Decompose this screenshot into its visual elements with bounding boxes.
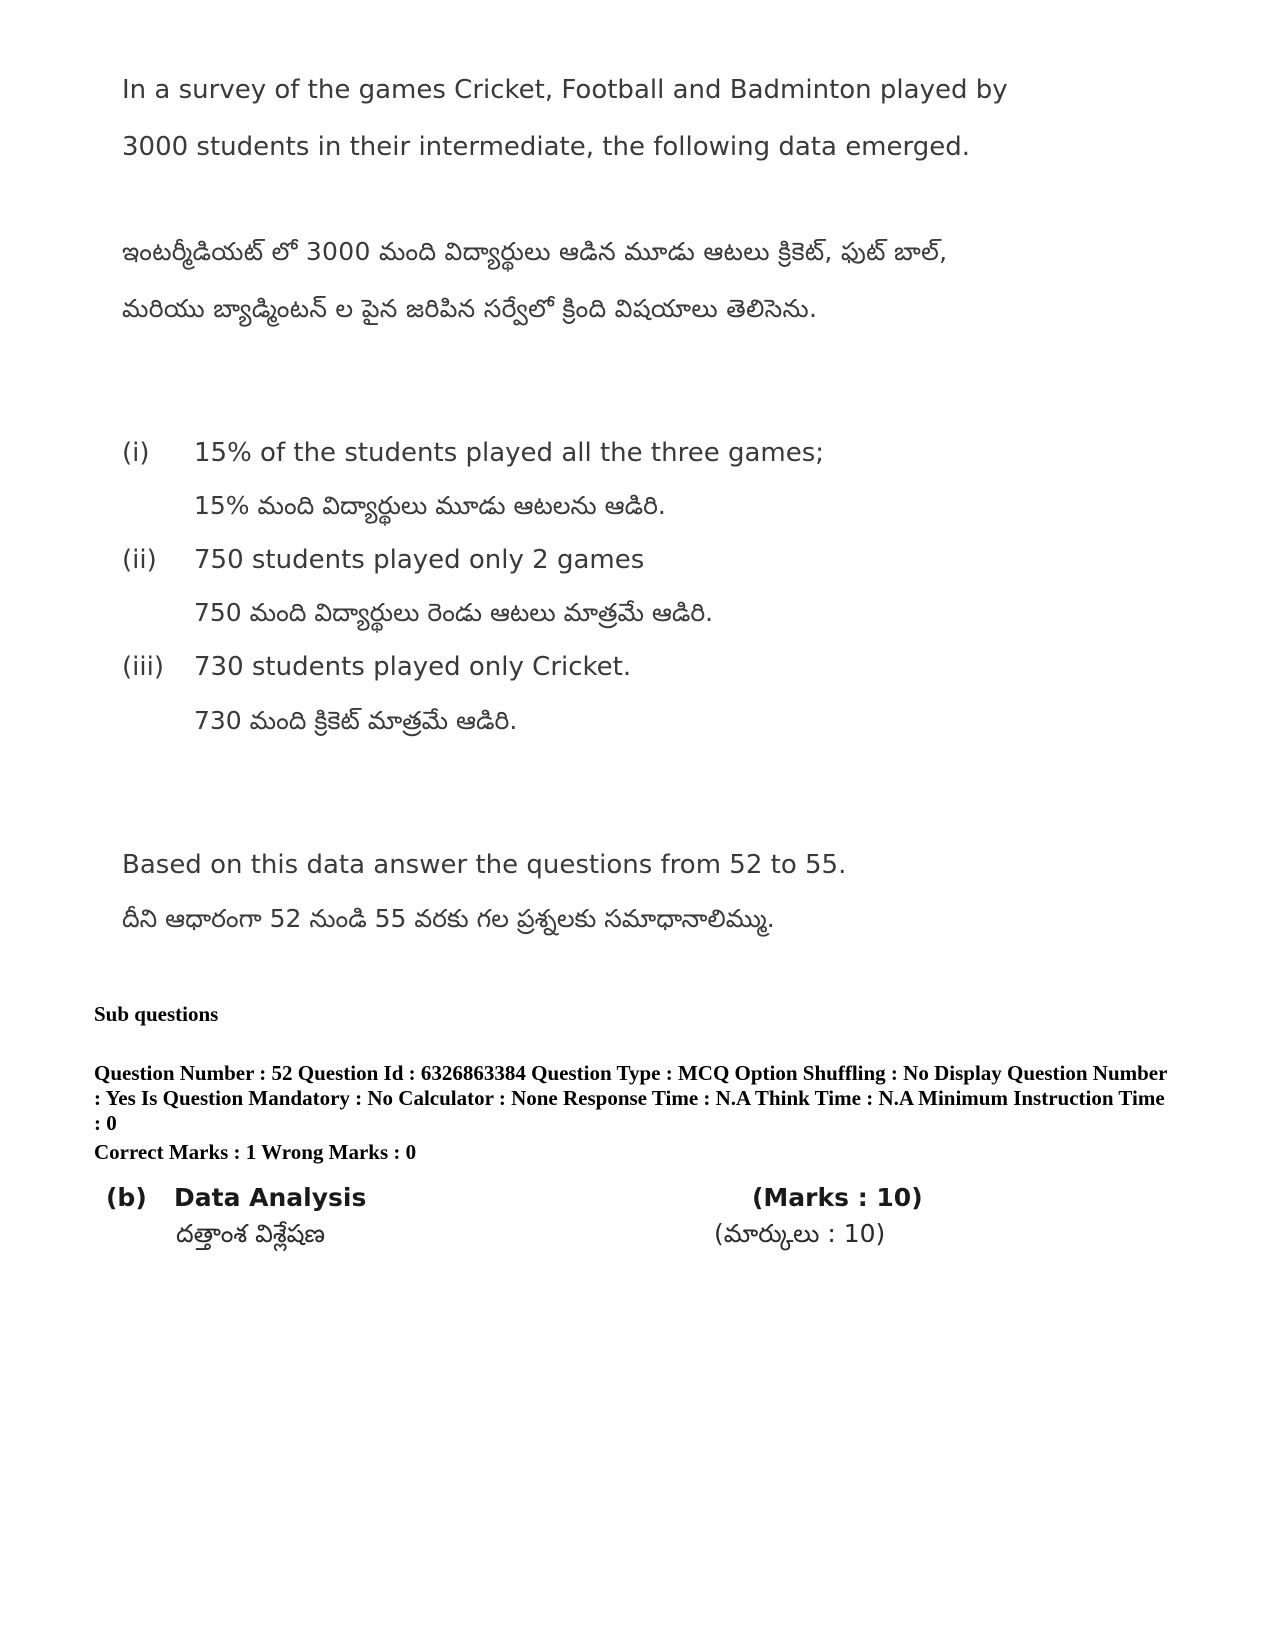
item-english: 730 students played only Cricket. — [194, 652, 632, 682]
item-telugu: 15% మంది విద్యార్థులు మూడు ఆటలను ఆడిరి. — [194, 491, 666, 520]
item-telugu: 730 మంది క్రికెట్ మాత్రమే ఆడిరి. — [194, 706, 518, 735]
section-label: (b) — [106, 1183, 147, 1212]
item-telugu: 750 మంది విద్యార్థులు రెండు ఆటలు మాత్రమే ఆడిరి. — [194, 598, 714, 627]
item-number: (i) — [122, 438, 150, 468]
instruction-english: Based on this data answer the questions from 52 to 55. — [122, 850, 847, 880]
intro-english: In a survey of the games Cricket, Football and Badminton played by 3000 students in their intermediate, the following data emerged. — [122, 75, 1008, 162]
item-number: (ii) — [122, 545, 157, 575]
instruction-telugu: దీని ఆధారంగా 52 నుండి 55 వరకు గల ప్రశ్నలకు సమాధానాలిమ్ము. — [122, 904, 775, 933]
sub-questions-heading: Sub questions — [94, 1002, 219, 1026]
marks-line: Correct Marks : 1 Wrong Marks : 0 — [94, 1140, 417, 1164]
section-marks-telugu: (మార్కులు : 10) — [714, 1219, 886, 1248]
question-meta: Question Number : 52 Question Id : 6326863384 Question Type : MCQ Option Shuffling : No Display Question Number : Yes Is Question Mandatory : No Calculator : None Response Time : N.A Think Time : N.A Minimum Instruction Time : 0 — [94, 1061, 1168, 1135]
item-english: 15% of the students played all the three games; — [194, 438, 825, 468]
intro-telugu: ఇంటర్మీడియట్ లో 3000 మంది విద్యార్థులు ఆడిన మూడు ఆటలు క్రికెట్, ఫుట్ బాల్, మరియు బ్యాడ్మింటన్ ల పైన జరిపిన సర్వేలో క్రింది విషయాలు తెలిసెను. — [122, 237, 948, 323]
item-english: 750 students played only 2 games — [194, 545, 645, 575]
section-title-telugu: దత్తాంశ విశ్లేషణ — [176, 1219, 326, 1248]
section-marks: (Marks : 10) — [752, 1183, 923, 1212]
item-number: (iii) — [122, 652, 164, 682]
section-title: Data Analysis — [174, 1183, 367, 1212]
